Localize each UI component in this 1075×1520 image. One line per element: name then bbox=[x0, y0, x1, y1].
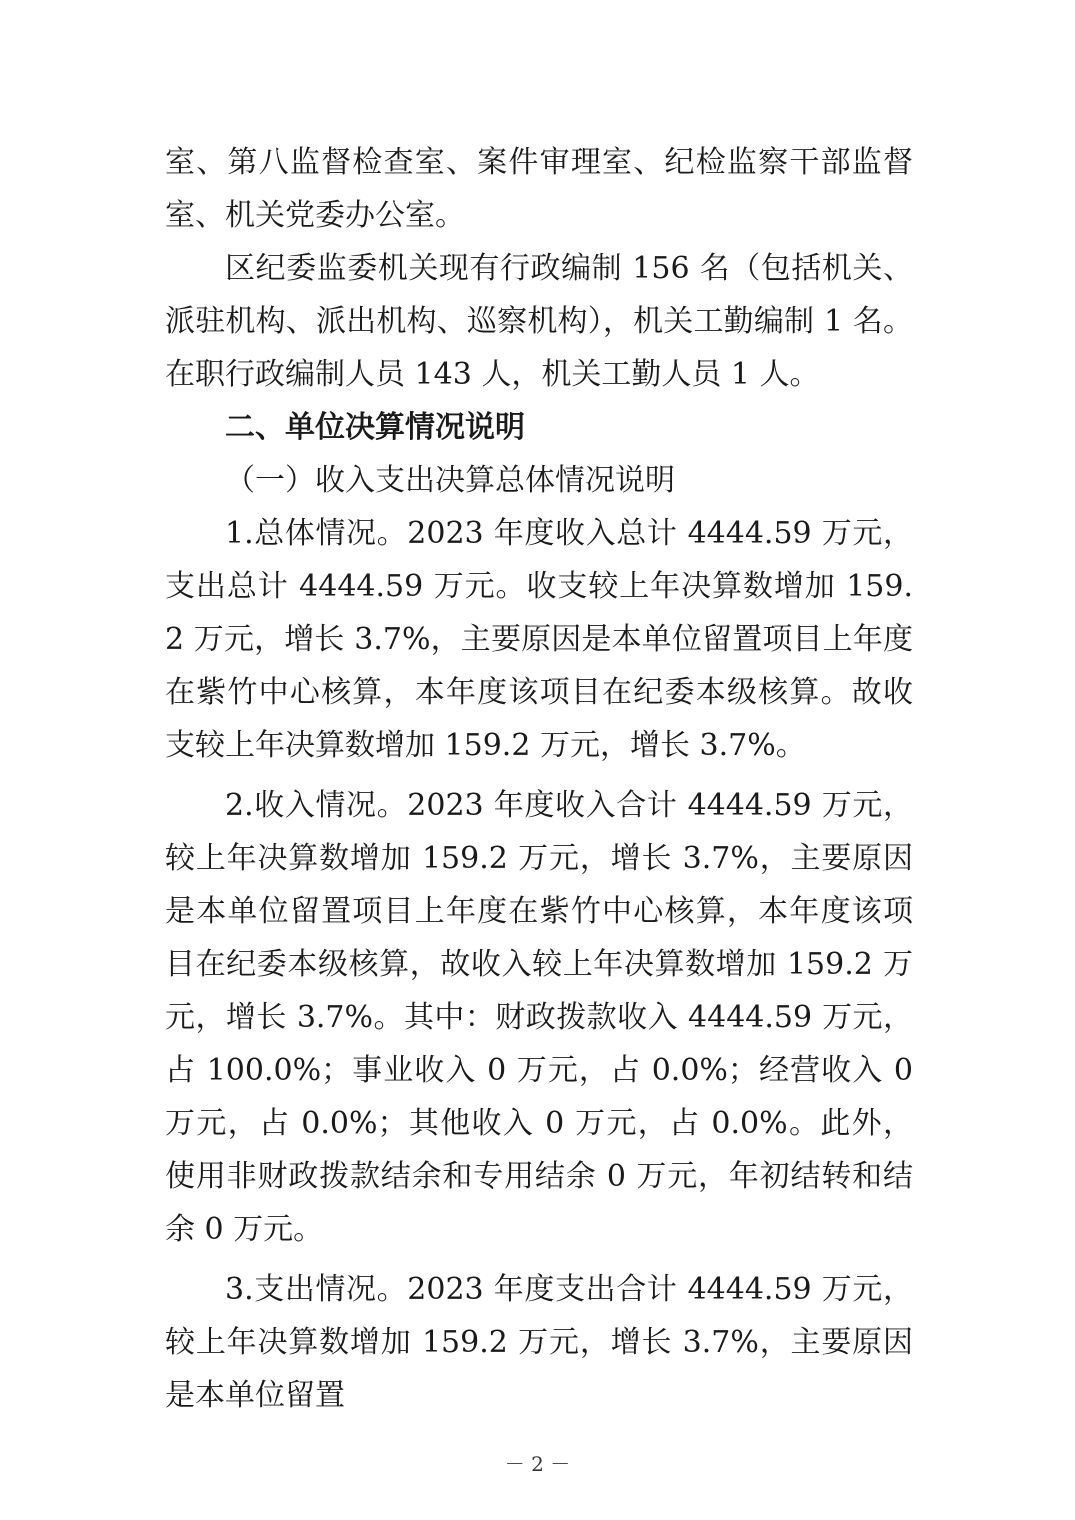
paragraph-expenditure: 3.支出情况。2023 年度支出合计 4444.59 万元，较上年决算数增加 159.2 万元，增长 3.7%，主要原因是本单位留置 bbox=[165, 1272, 913, 1413]
paragraph-income: 2.收入情况。2023 年度收入合计 4444.59 万元，较上年决算数增加 159.2 万元，增长 3.7%，主要原因是本单位留置项目上年度在紫竹中心核算，本年度该项目在纪委本级核算，故收入较上年决算数增加 159.2 万元，增长 3.7%。其中：财政拨款收入 4444.59 万元，占 100.0%；事业收入 0 万元，占 0.0%；经营收入 0 万元，占 0.0%；其他收入 0 万元，占 0.0%。此外，使用非财政拨款结余和专用结余 0 万元，年初结转和结余 0 万元。 bbox=[165, 788, 913, 1247]
document-body bbox=[165, 136, 913, 1422]
paragraph-staffing: 区纪委监委机关现有行政编制 156 名（包括机关、派驻机构、派出机构、巡察机构），机关工勤编制 1 名。在职行政编制人员 143 人，机关工勤人员 1 人。 bbox=[165, 251, 913, 392]
paragraph-org-offices: 室、第八监督检查室、案件审理室、纪检监察干部监督室、机关党委办公室。 bbox=[165, 145, 913, 233]
page-number: － 2 － bbox=[504, 1452, 571, 1476]
section-heading: 二、单位决算情况说明 bbox=[225, 410, 525, 445]
subsection-heading: （一）收入支出决算总体情况说明 bbox=[225, 463, 675, 498]
paragraph-overall: 1.总体情况。2023 年度收入总计 4444.59 万元，支出总计 4444.59 万元。收支较上年决算数增加 159.2 万元，增长 3.7%，主要原因是本单位留置项目上年度在紫竹中心核算，本年度该项目在纪委本级核算。故收支较上年决算数增加 159.2 万元，增长 3.7%。 bbox=[165, 516, 913, 763]
